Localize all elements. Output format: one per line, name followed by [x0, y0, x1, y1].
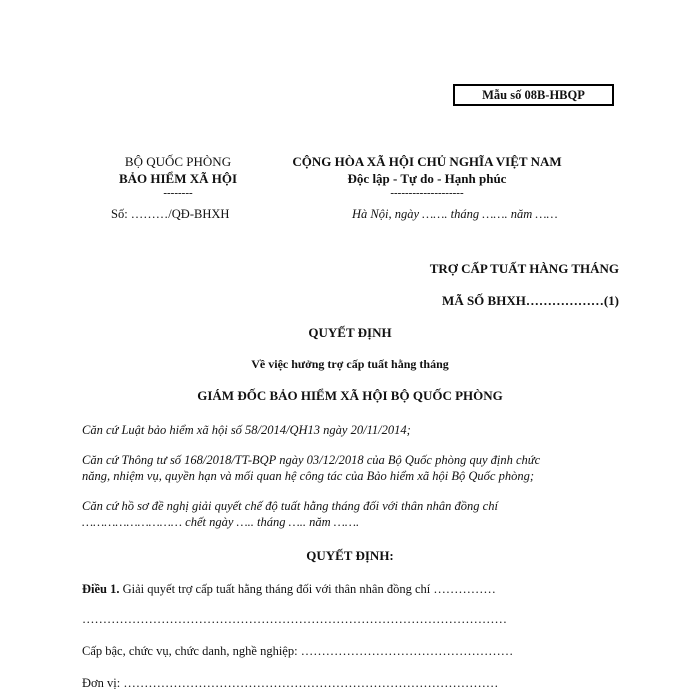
rank-position-line: Cấp bậc, chức vụ, chức danh, nghề nghiệp: …………………………………………… [82, 644, 514, 658]
article-1-dots-line: ………………………………………………………………………………………… [82, 612, 507, 626]
ministry-name: BỘ QUỐC PHÒNG [124, 154, 232, 169]
decision-title: QUYẾT ĐỊNH [308, 325, 392, 340]
country-name: CỘNG HÒA XÃ HỘI CHỦ NGHĨA VIỆT NAM [292, 154, 562, 169]
left-divider: -------- [163, 187, 193, 199]
decision-subtitle: Về việc hưởng trợ cấp tuất hằng tháng [251, 357, 449, 371]
form-code: Mẫu số 08B-HBQP [482, 88, 585, 102]
decides-heading: QUYẾT ĐỊNH: [306, 548, 394, 563]
basis-circular-line-2: năng, nhiệm vụ, quyền hạn và mối quan hệ công tác của Bảo hiểm xã hội Bộ Quốc phòng; [82, 469, 534, 483]
right-divider: -------------------- [390, 187, 464, 199]
basis-law: Căn cứ Luật bảo hiểm xã hội số 58/2014/QH13 ngày 20/11/2014; [82, 423, 411, 437]
subject-line-1: TRỢ CẤP TUẤT HÀNG THÁNG [429, 261, 619, 276]
article-1 [82, 582, 496, 597]
basis-dossier-line-1: Căn cứ hồ sơ đề nghị giải quyết chế độ tuất hằng tháng đối với thân nhân đồng chí [82, 499, 498, 513]
basis-circular-line-1: Căn cứ Thông tư số 168/2018/TT-BQP ngày 03/12/2018 của Bộ Quốc phòng quy định chức [82, 453, 541, 467]
subject-line-2: MÃ SỐ BHXH………………(1) [442, 293, 619, 308]
form-code-box [453, 84, 614, 106]
article-1-label: Điều 1. [82, 582, 120, 596]
document-number: Số: ………/QĐ-BHXH [111, 207, 230, 221]
national-motto: Độc lập - Tự do - Hạnh phúc [347, 171, 507, 186]
place-date: Hà Nội, ngày ……. tháng ……. năm …… [352, 207, 558, 221]
left-header [108, 153, 248, 199]
unit-line: Đơn vị: ……………………………………………………………………………… [82, 676, 499, 690]
authority-title: GIÁM ĐỐC BẢO HIỂM XÃ HỘI BỘ QUỐC PHÒNG [197, 388, 503, 403]
basis-dossier-line-2: ……………………… chết ngày ….. tháng ….. năm ……. [82, 515, 360, 529]
article-1-text: Giải quyết trợ cấp tuất hằng tháng đối với thân nhân đồng chí …………… [119, 582, 496, 596]
agency-name: BẢO HIỂM XÃ HỘI [118, 171, 238, 186]
right-header [262, 153, 592, 199]
